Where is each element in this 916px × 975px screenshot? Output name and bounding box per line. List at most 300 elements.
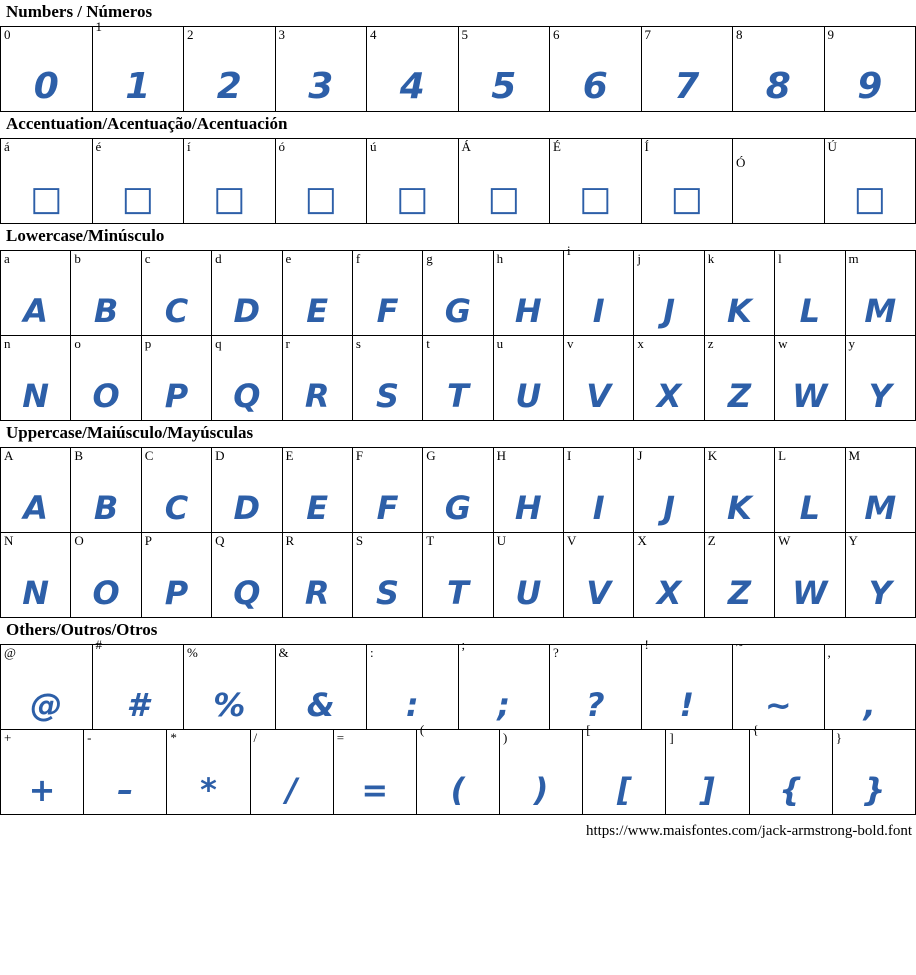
glyph-label: A xyxy=(4,448,14,463)
glyph-cell[interactable] xyxy=(704,251,774,336)
glyph-cell[interactable] xyxy=(275,27,367,112)
glyph-label: L xyxy=(778,448,787,463)
glyph-cell[interactable] xyxy=(423,533,493,618)
table-row xyxy=(1,27,916,112)
glyph-cell[interactable] xyxy=(1,448,71,533)
glyph-label: W xyxy=(778,533,791,548)
glyph-label: + xyxy=(4,730,12,745)
glyph-sample: – xyxy=(117,771,134,809)
glyph-cell[interactable] xyxy=(458,637,550,730)
glyph-sample: I xyxy=(592,489,605,527)
glyph-sample: : xyxy=(405,686,419,724)
glyph-cell[interactable] xyxy=(634,251,704,336)
glyph-label: ! xyxy=(644,637,649,652)
glyph-sample: ( xyxy=(450,771,466,809)
glyph-cell[interactable] xyxy=(749,722,832,815)
glyph-sample: } xyxy=(862,771,886,809)
glyph-cell[interactable] xyxy=(352,533,422,618)
glyph-cell[interactable] xyxy=(733,637,825,730)
glyph-label: Q xyxy=(215,533,225,548)
glyph-sample: P xyxy=(164,574,189,612)
glyph-cell[interactable] xyxy=(564,448,634,533)
glyph-sample: □ xyxy=(579,179,612,219)
glyph-cell[interactable] xyxy=(282,533,352,618)
glyph-cell[interactable] xyxy=(550,645,642,730)
glyph-sample: S xyxy=(376,574,400,612)
glyph-cell[interactable] xyxy=(733,139,825,224)
glyph-sample: W xyxy=(792,377,828,415)
glyph-sample: 2 xyxy=(216,66,242,107)
glyph-sample: O xyxy=(92,377,120,415)
table-row xyxy=(1,139,916,224)
glyph-sample: Y xyxy=(868,574,892,612)
glyph-cell[interactable] xyxy=(282,251,352,336)
glyph-sample: □ xyxy=(853,179,886,219)
glyph-sample: N xyxy=(22,574,50,612)
glyph-label: O xyxy=(74,533,84,548)
glyph-sample: Q xyxy=(233,574,261,612)
glyph-cell[interactable] xyxy=(500,730,583,815)
glyph-sample: X xyxy=(656,574,682,612)
glyph-label: F xyxy=(355,448,364,463)
glyph-sample: V xyxy=(586,574,612,612)
glyph-label: ? xyxy=(553,645,559,660)
glyph-label: ) xyxy=(503,730,508,745)
glyph-label: ú xyxy=(370,139,377,154)
glyph-sample: A xyxy=(23,292,49,330)
glyph-sample: ) xyxy=(533,771,549,809)
glyph-cell[interactable] xyxy=(832,730,915,815)
glyph-cell[interactable] xyxy=(564,533,634,618)
glyph-cell[interactable] xyxy=(564,336,634,421)
table-row xyxy=(1,730,916,815)
section-title: Numbers / Números xyxy=(6,2,153,21)
glyph-label: x xyxy=(637,336,644,351)
glyph-label: 8 xyxy=(736,27,743,42)
glyph-cell[interactable] xyxy=(704,336,774,421)
glyph-cell[interactable] xyxy=(184,139,276,224)
glyph-sample: V xyxy=(586,377,612,415)
glyph-label: d xyxy=(215,251,222,266)
glyph-sample: B xyxy=(93,489,119,527)
glyph-cell[interactable] xyxy=(423,448,493,533)
glyph-sample: M xyxy=(864,292,897,330)
glyph-label: v xyxy=(567,336,574,351)
glyph-sample: + xyxy=(28,771,56,809)
glyph-label: M xyxy=(848,448,861,463)
glyph-sample: ! xyxy=(679,686,695,724)
glyph-sample: 3 xyxy=(308,66,334,107)
glyph-cell[interactable] xyxy=(141,251,211,336)
table-row xyxy=(1,251,916,336)
glyph-sample: # xyxy=(126,686,149,724)
glyph-sample: F xyxy=(376,489,399,527)
glyph-label: i xyxy=(567,243,571,258)
glyph-label: 0 xyxy=(4,27,11,42)
glyph-cell[interactable] xyxy=(250,730,333,815)
glyph-cell[interactable] xyxy=(493,448,563,533)
glyph-label: y xyxy=(848,336,855,351)
glyph-sample: U xyxy=(515,377,542,415)
glyph-sample: % xyxy=(213,686,246,724)
glyph-cell[interactable] xyxy=(352,448,422,533)
glyph-label: C xyxy=(144,448,154,463)
glyph-sample: / xyxy=(285,771,298,809)
glyph-sample: □ xyxy=(121,179,154,219)
glyph-sample: □ xyxy=(396,179,429,219)
glyph-label: 5 xyxy=(461,27,468,42)
glyph-sample: □ xyxy=(670,179,703,219)
glyph-cell[interactable] xyxy=(184,27,276,112)
glyph-cell[interactable] xyxy=(634,533,704,618)
glyph-label: G xyxy=(426,448,436,463)
glyph-cell[interactable] xyxy=(141,533,211,618)
glyph-cell[interactable] xyxy=(458,27,550,112)
glyph-label: t xyxy=(426,336,430,351)
glyph-sample: Q xyxy=(233,377,261,415)
glyph-sample: T xyxy=(447,377,469,415)
glyph-sample: [ xyxy=(616,771,632,809)
table-row xyxy=(1,533,916,618)
glyph-cell[interactable] xyxy=(141,336,211,421)
glyph-label: ] xyxy=(669,730,674,745)
glyph-cell[interactable] xyxy=(1,730,84,815)
glyph-label: c xyxy=(144,251,151,266)
glyph-cell[interactable] xyxy=(71,448,141,533)
glyph-label: N xyxy=(4,533,14,548)
glyph-cell[interactable] xyxy=(641,27,733,112)
glyph-label: : xyxy=(370,645,374,660)
glyph-label: g xyxy=(426,251,433,266)
glyph-sample: Z xyxy=(727,574,752,612)
glyph-sample: J xyxy=(663,292,676,330)
glyph-table-others xyxy=(0,637,916,730)
glyph-cell[interactable] xyxy=(367,27,459,112)
glyph-cell[interactable] xyxy=(184,645,276,730)
glyph-sample: ~ xyxy=(764,686,792,724)
glyph-label: s xyxy=(355,336,361,351)
glyph-cell[interactable] xyxy=(550,27,642,112)
glyph-sample: C xyxy=(164,489,189,527)
glyph-label: 4 xyxy=(370,27,377,42)
glyph-label: J xyxy=(637,448,643,463)
glyph-label: r xyxy=(285,336,290,351)
glyph-cell[interactable] xyxy=(167,730,250,815)
glyph-cell[interactable] xyxy=(333,730,416,815)
glyph-cell[interactable] xyxy=(493,251,563,336)
section-lowercase xyxy=(0,224,916,421)
glyph-label: h xyxy=(496,251,504,266)
glyph-cell[interactable] xyxy=(666,730,749,815)
glyph-cell[interactable] xyxy=(775,533,845,618)
glyph-sample: D xyxy=(233,489,261,527)
glyph-sample: ] xyxy=(700,771,715,809)
glyph-sample: M xyxy=(864,489,897,527)
glyph-label: R xyxy=(285,533,295,548)
glyph-sample: R xyxy=(304,377,330,415)
glyph-cell[interactable] xyxy=(458,139,550,224)
glyph-label: V xyxy=(567,533,577,548)
glyph-cell[interactable] xyxy=(275,645,367,730)
glyph-cell[interactable] xyxy=(641,139,733,224)
glyph-cell[interactable] xyxy=(1,251,71,336)
glyph-cell[interactable] xyxy=(824,27,916,112)
glyph-label: z xyxy=(707,336,714,351)
glyph-cell[interactable] xyxy=(733,27,825,112)
glyph-cell[interactable] xyxy=(416,722,499,815)
glyph-label: o xyxy=(74,336,81,351)
glyph-label: p xyxy=(144,336,152,351)
glyph-cell[interactable] xyxy=(1,336,71,421)
glyph-cell[interactable] xyxy=(1,533,71,618)
glyph-label: w xyxy=(778,336,788,351)
glyph-cell[interactable] xyxy=(92,637,184,730)
section-accentuation xyxy=(0,112,916,224)
glyph-sample: 1 xyxy=(125,66,151,107)
glyph-label: / xyxy=(253,730,258,745)
glyph-label: } xyxy=(835,730,842,745)
glyph-cell[interactable] xyxy=(493,533,563,618)
glyph-label: * xyxy=(170,730,177,745)
glyph-sample: G xyxy=(444,292,472,330)
glyph-label: 7 xyxy=(644,27,651,42)
glyph-label: I xyxy=(567,448,572,463)
glyph-sample: 6 xyxy=(582,66,608,107)
glyph-sample: E xyxy=(306,489,329,527)
glyph-cell[interactable] xyxy=(212,533,282,618)
glyph-cell[interactable] xyxy=(775,251,845,336)
glyph-sample: I xyxy=(592,292,605,330)
glyph-label: k xyxy=(707,251,715,266)
glyph-sample: K xyxy=(727,292,752,330)
glyph-label: l xyxy=(778,251,782,266)
glyph-label: { xyxy=(752,722,759,737)
section-title: Lowercase/Minúsculo xyxy=(6,226,165,245)
glyph-label: Y xyxy=(848,533,858,548)
glyph-sample: R xyxy=(304,574,330,612)
glyph-cell[interactable] xyxy=(845,251,916,336)
glyph-label: É xyxy=(553,139,561,154)
glyph-sample: @ xyxy=(30,686,63,724)
glyph-sample: □ xyxy=(304,179,337,219)
glyph-label: m xyxy=(848,251,859,266)
glyph-label: Á xyxy=(461,139,471,154)
glyph-label: - xyxy=(87,730,92,745)
glyph-sample: ? xyxy=(585,686,605,724)
glyph-label: ~ xyxy=(736,637,744,652)
glyph-sample: X xyxy=(656,377,682,415)
glyph-cell[interactable] xyxy=(275,139,367,224)
glyph-cell[interactable] xyxy=(704,448,774,533)
glyph-label: 2 xyxy=(187,27,194,42)
glyph-cell[interactable] xyxy=(141,448,211,533)
glyph-sample: F xyxy=(376,292,399,330)
glyph-cell[interactable] xyxy=(423,336,493,421)
section-others xyxy=(0,618,916,815)
glyph-label: K xyxy=(707,448,718,463)
glyph-label: ; xyxy=(461,637,466,652)
glyph-sample: □ xyxy=(487,179,520,219)
glyph-label: 6 xyxy=(553,27,560,42)
glyph-cell[interactable] xyxy=(775,336,845,421)
glyph-label: Ú xyxy=(827,139,837,154)
table-row xyxy=(1,448,916,533)
glyph-sample: K xyxy=(727,489,752,527)
glyph-cell[interactable] xyxy=(367,645,459,730)
glyph-label: 3 xyxy=(278,27,285,42)
glyph-cell[interactable] xyxy=(845,336,916,421)
glyph-label: @ xyxy=(4,645,16,660)
glyph-sample: J xyxy=(663,489,676,527)
glyph-cell[interactable] xyxy=(641,637,733,730)
glyph-label: D xyxy=(215,448,225,463)
glyph-cell[interactable] xyxy=(352,251,422,336)
glyph-label: Ó xyxy=(736,155,746,170)
glyph-cell[interactable] xyxy=(212,336,282,421)
glyph-sample: S xyxy=(376,377,400,415)
glyph-table-lowercase xyxy=(0,243,916,421)
glyph-label: ó xyxy=(278,139,285,154)
glyph-cell[interactable] xyxy=(845,533,916,618)
glyph-cell[interactable] xyxy=(71,533,141,618)
glyph-cell[interactable] xyxy=(212,448,282,533)
glyph-cell[interactable] xyxy=(352,336,422,421)
glyph-sample: 4 xyxy=(399,66,425,107)
glyph-label: Z xyxy=(707,533,716,548)
glyph-label: [ xyxy=(586,722,591,737)
glyph-label: b xyxy=(74,251,81,266)
glyph-table-others-2 xyxy=(0,722,916,815)
glyph-label: E xyxy=(285,448,294,463)
glyph-cell[interactable] xyxy=(92,139,184,224)
glyph-cell[interactable] xyxy=(1,645,93,730)
glyph-sample: H xyxy=(514,489,542,527)
glyph-sample: 8 xyxy=(765,66,791,107)
glyph-sample: 0 xyxy=(33,66,59,107)
glyph-sample: □ xyxy=(213,179,246,219)
glyph-cell[interactable] xyxy=(583,722,666,815)
glyph-label: S xyxy=(355,533,364,548)
glyph-sample: ; xyxy=(497,686,511,724)
glyph-sample: = xyxy=(361,771,389,809)
glyph-cell[interactable] xyxy=(845,448,916,533)
glyph-sample: H xyxy=(514,292,542,330)
glyph-sample: W xyxy=(792,574,828,612)
glyph-label: j xyxy=(637,251,641,266)
glyph-label: q xyxy=(215,336,222,351)
glyph-label: P xyxy=(144,533,152,548)
glyph-table-numbers xyxy=(0,19,916,112)
glyph-label: n xyxy=(4,336,11,351)
glyph-cell[interactable] xyxy=(367,139,459,224)
glyph-cell[interactable] xyxy=(71,336,141,421)
glyph-label: % xyxy=(187,645,198,660)
glyph-label: e xyxy=(285,251,292,266)
glyph-cell[interactable] xyxy=(564,243,634,336)
glyph-table-uppercase xyxy=(0,447,916,618)
glyph-sample: { xyxy=(779,771,803,809)
glyph-sample: & xyxy=(306,686,335,724)
glyph-label: B xyxy=(74,448,84,463)
glyph-sample: 9 xyxy=(857,66,883,107)
glyph-cell[interactable] xyxy=(1,139,93,224)
glyph-sample: D xyxy=(233,292,261,330)
glyph-sample: Z xyxy=(727,377,752,415)
glyph-label: T xyxy=(426,533,435,548)
glyph-sample: P xyxy=(164,377,189,415)
glyph-sample: T xyxy=(447,574,469,612)
glyph-cell[interactable] xyxy=(704,533,774,618)
glyph-label: a xyxy=(4,251,10,266)
glyph-label: , xyxy=(827,645,831,660)
glyph-cell[interactable] xyxy=(824,139,916,224)
table-row xyxy=(1,645,916,730)
glyph-label: = xyxy=(336,730,345,745)
glyph-label: U xyxy=(496,533,507,548)
glyph-sample: U xyxy=(515,574,542,612)
glyph-sample: * xyxy=(200,771,217,809)
glyph-cell[interactable] xyxy=(92,19,184,112)
glyph-sample: □ xyxy=(30,179,63,219)
glyph-sample: Y xyxy=(868,377,892,415)
glyph-cell[interactable] xyxy=(634,448,704,533)
glyph-label: Í xyxy=(644,139,649,154)
glyph-sample: 5 xyxy=(491,66,517,107)
glyph-cell[interactable] xyxy=(212,251,282,336)
glyph-cell[interactable] xyxy=(282,448,352,533)
glyph-sample: L xyxy=(799,489,820,527)
glyph-sample: G xyxy=(444,489,472,527)
glyph-label: f xyxy=(355,251,361,266)
glyph-sample: O xyxy=(92,574,120,612)
section-numbers xyxy=(0,0,916,112)
glyph-cell[interactable] xyxy=(493,336,563,421)
glyph-sample: A xyxy=(23,489,49,527)
section-title: Others/Outros/Otros xyxy=(6,620,158,639)
section-title: Uppercase/Maiúsculo/Mayúsculas xyxy=(6,423,254,442)
glyph-label: á xyxy=(4,139,10,154)
glyph-cell[interactable] xyxy=(282,336,352,421)
source-url[interactable]: https://www.maisfontes.com/jack-armstrong-bold.font xyxy=(585,823,912,839)
glyph-table-accentuation xyxy=(0,138,916,224)
glyph-label: í xyxy=(187,139,191,154)
table-row xyxy=(1,336,916,421)
glyph-label: u xyxy=(496,336,504,351)
glyph-cell[interactable] xyxy=(824,645,916,730)
glyph-cell[interactable] xyxy=(550,139,642,224)
glyph-label: é xyxy=(95,139,102,154)
glyph-sample: L xyxy=(799,292,820,330)
glyph-cell[interactable] xyxy=(775,448,845,533)
glyph-cell[interactable] xyxy=(634,336,704,421)
glyph-cell[interactable] xyxy=(84,730,167,815)
glyph-cell[interactable] xyxy=(71,251,141,336)
glyph-label: H xyxy=(496,448,507,463)
glyph-sample: N xyxy=(22,377,50,415)
glyph-sample: C xyxy=(164,292,189,330)
glyph-cell[interactable] xyxy=(423,251,493,336)
glyph-cell[interactable] xyxy=(1,27,93,112)
glyph-label: ( xyxy=(419,722,425,737)
glyph-sample: E xyxy=(306,292,329,330)
glyph-sample: 7 xyxy=(674,66,700,107)
glyph-sample: B xyxy=(93,292,119,330)
glyph-label: X xyxy=(637,533,647,548)
glyph-label: 1 xyxy=(95,19,102,34)
section-title: Accentuation/Acentuação/Acentuación xyxy=(6,114,288,133)
glyph-label: # xyxy=(95,637,102,652)
glyph-label: & xyxy=(278,645,289,660)
